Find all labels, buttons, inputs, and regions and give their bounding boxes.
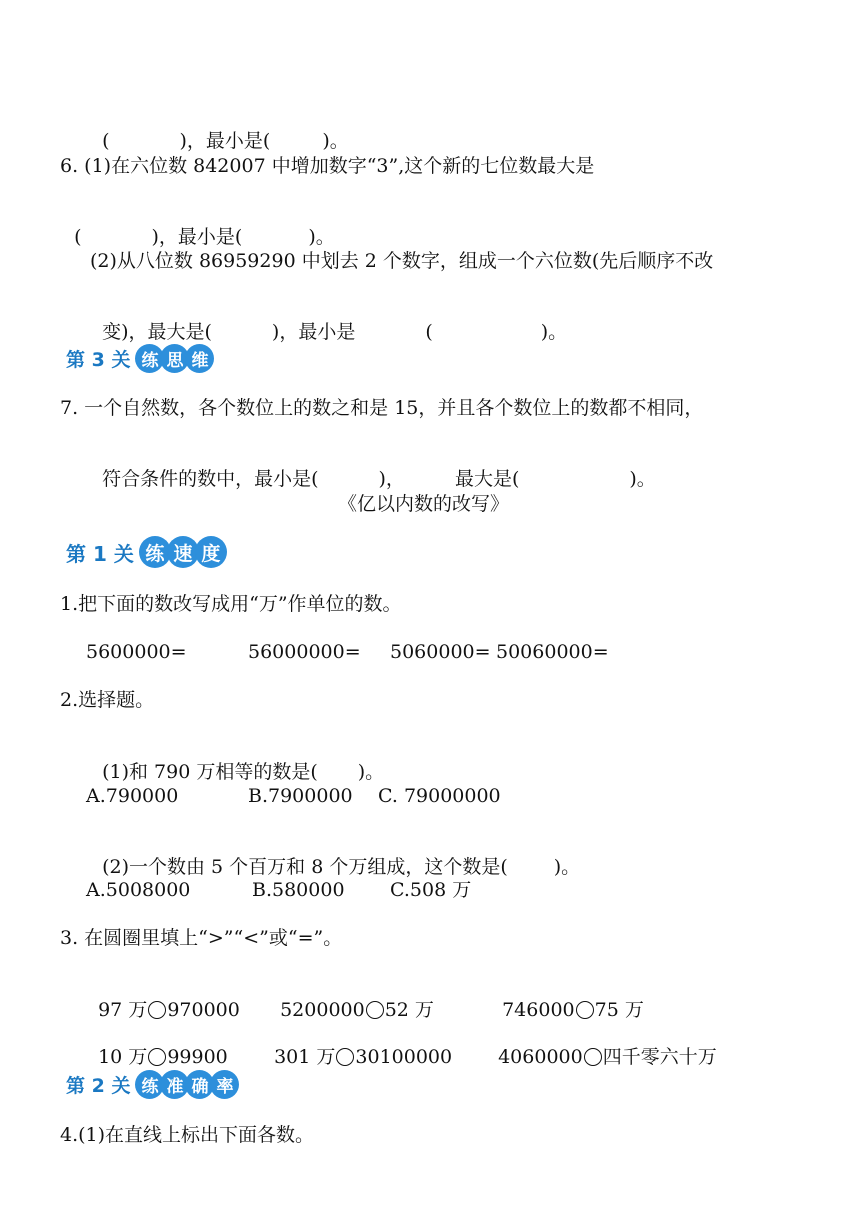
level-2-label: 第 2 关 (66, 1074, 131, 1097)
badge-char: 练 (136, 1071, 163, 1098)
q7-line2: 符合条件的数中，最小是( )， 最大是( )。 (102, 468, 656, 490)
level-3-title (136, 345, 211, 372)
q6-line4: 变)，最大是( )，最小是 ( )。 (102, 321, 568, 343)
s-q4-text: 4.(1)在直线上标出下面各数。 (60, 1124, 315, 1146)
s-q2-option: A.5008000 (86, 879, 191, 901)
level-1-title (140, 537, 224, 567)
q6-line2: ( )，最小是( )。 (74, 226, 335, 248)
s-q2-option: C. 79000000 (378, 785, 501, 807)
badge-char: 维 (186, 345, 213, 372)
compare-item: 97 万 970000 (98, 999, 240, 1021)
s-q2-sub1: (1)和 790 万相等的数是( )。 (102, 761, 385, 783)
compare-item: 746000 75 万 (502, 999, 644, 1021)
level-2-title (136, 1071, 236, 1098)
badge-char: 度 (196, 537, 226, 567)
compare-item: 301 万 30100000 (274, 1046, 453, 1068)
blank-circle-icon (336, 1048, 354, 1066)
q7-line1: 7. 一个自然数，各个数位上的数之和是 15，并且各个数位上的数都不相同， (60, 397, 704, 419)
s-q1-item: 50060000= (496, 641, 609, 663)
blank-circle-icon (148, 1048, 166, 1066)
q6-line1: 6. (1)在六位数 842007 中增加数字“3”,这个新的七位数最大是 (60, 155, 595, 177)
badge-char: 练 (140, 537, 170, 567)
compare-item: 4060000 四千零六十万 (498, 1046, 717, 1068)
s-q2-text: 2.选择题。 (60, 689, 155, 711)
compare-item: 10 万 99900 (98, 1046, 228, 1068)
section-title: 《亿以内数的改写》 (338, 493, 510, 515)
s-q2-sub2: (2)一个数由 5 个百万和 8 个万组成，这个数是( )。 (102, 856, 581, 878)
blank-circle-icon (576, 1001, 594, 1019)
blank-circle-icon (366, 1001, 384, 1019)
blank-circle-icon (584, 1048, 602, 1066)
q6-line3: (2)从八位数 86959290 中划去 2 个数字，组成一个六位数(先后顺序不改 (90, 250, 714, 272)
badge-char: 练 (136, 345, 163, 372)
badge-char: 确 (186, 1071, 213, 1098)
badge-char: 速 (168, 537, 198, 567)
s-q3-text: 3. 在圆圈里填上“>”“<”或“=”。 (60, 927, 343, 949)
level-3-label: 第 3 关 (66, 348, 131, 371)
s-q1-item: 5600000= (86, 641, 187, 663)
level-2-badge (66, 1068, 236, 1100)
s-q1-item: 5060000= (390, 641, 491, 663)
q5-tail-line: ( )，最小是( )。 (102, 130, 349, 152)
badge-char: 思 (161, 345, 188, 372)
s-q2-option: C.508 万 (390, 879, 472, 901)
s-q1-text: 1.把下面的数改写成用“万”作单位的数。 (60, 593, 402, 615)
level-1-badge (66, 536, 224, 568)
s-q2-option: B.7900000 (248, 785, 353, 807)
s-q1-item: 56000000= (248, 641, 361, 663)
compare-item: 5200000 52 万 (280, 999, 434, 1021)
badge-char: 率 (211, 1071, 238, 1098)
level-1-label: 第 1 关 (66, 541, 134, 566)
badge-char: 准 (161, 1071, 188, 1098)
s-q2-option: B.580000 (252, 879, 345, 901)
level-3-badge (66, 342, 211, 374)
blank-circle-icon (148, 1001, 166, 1019)
s-q2-option: A.790000 (86, 785, 179, 807)
